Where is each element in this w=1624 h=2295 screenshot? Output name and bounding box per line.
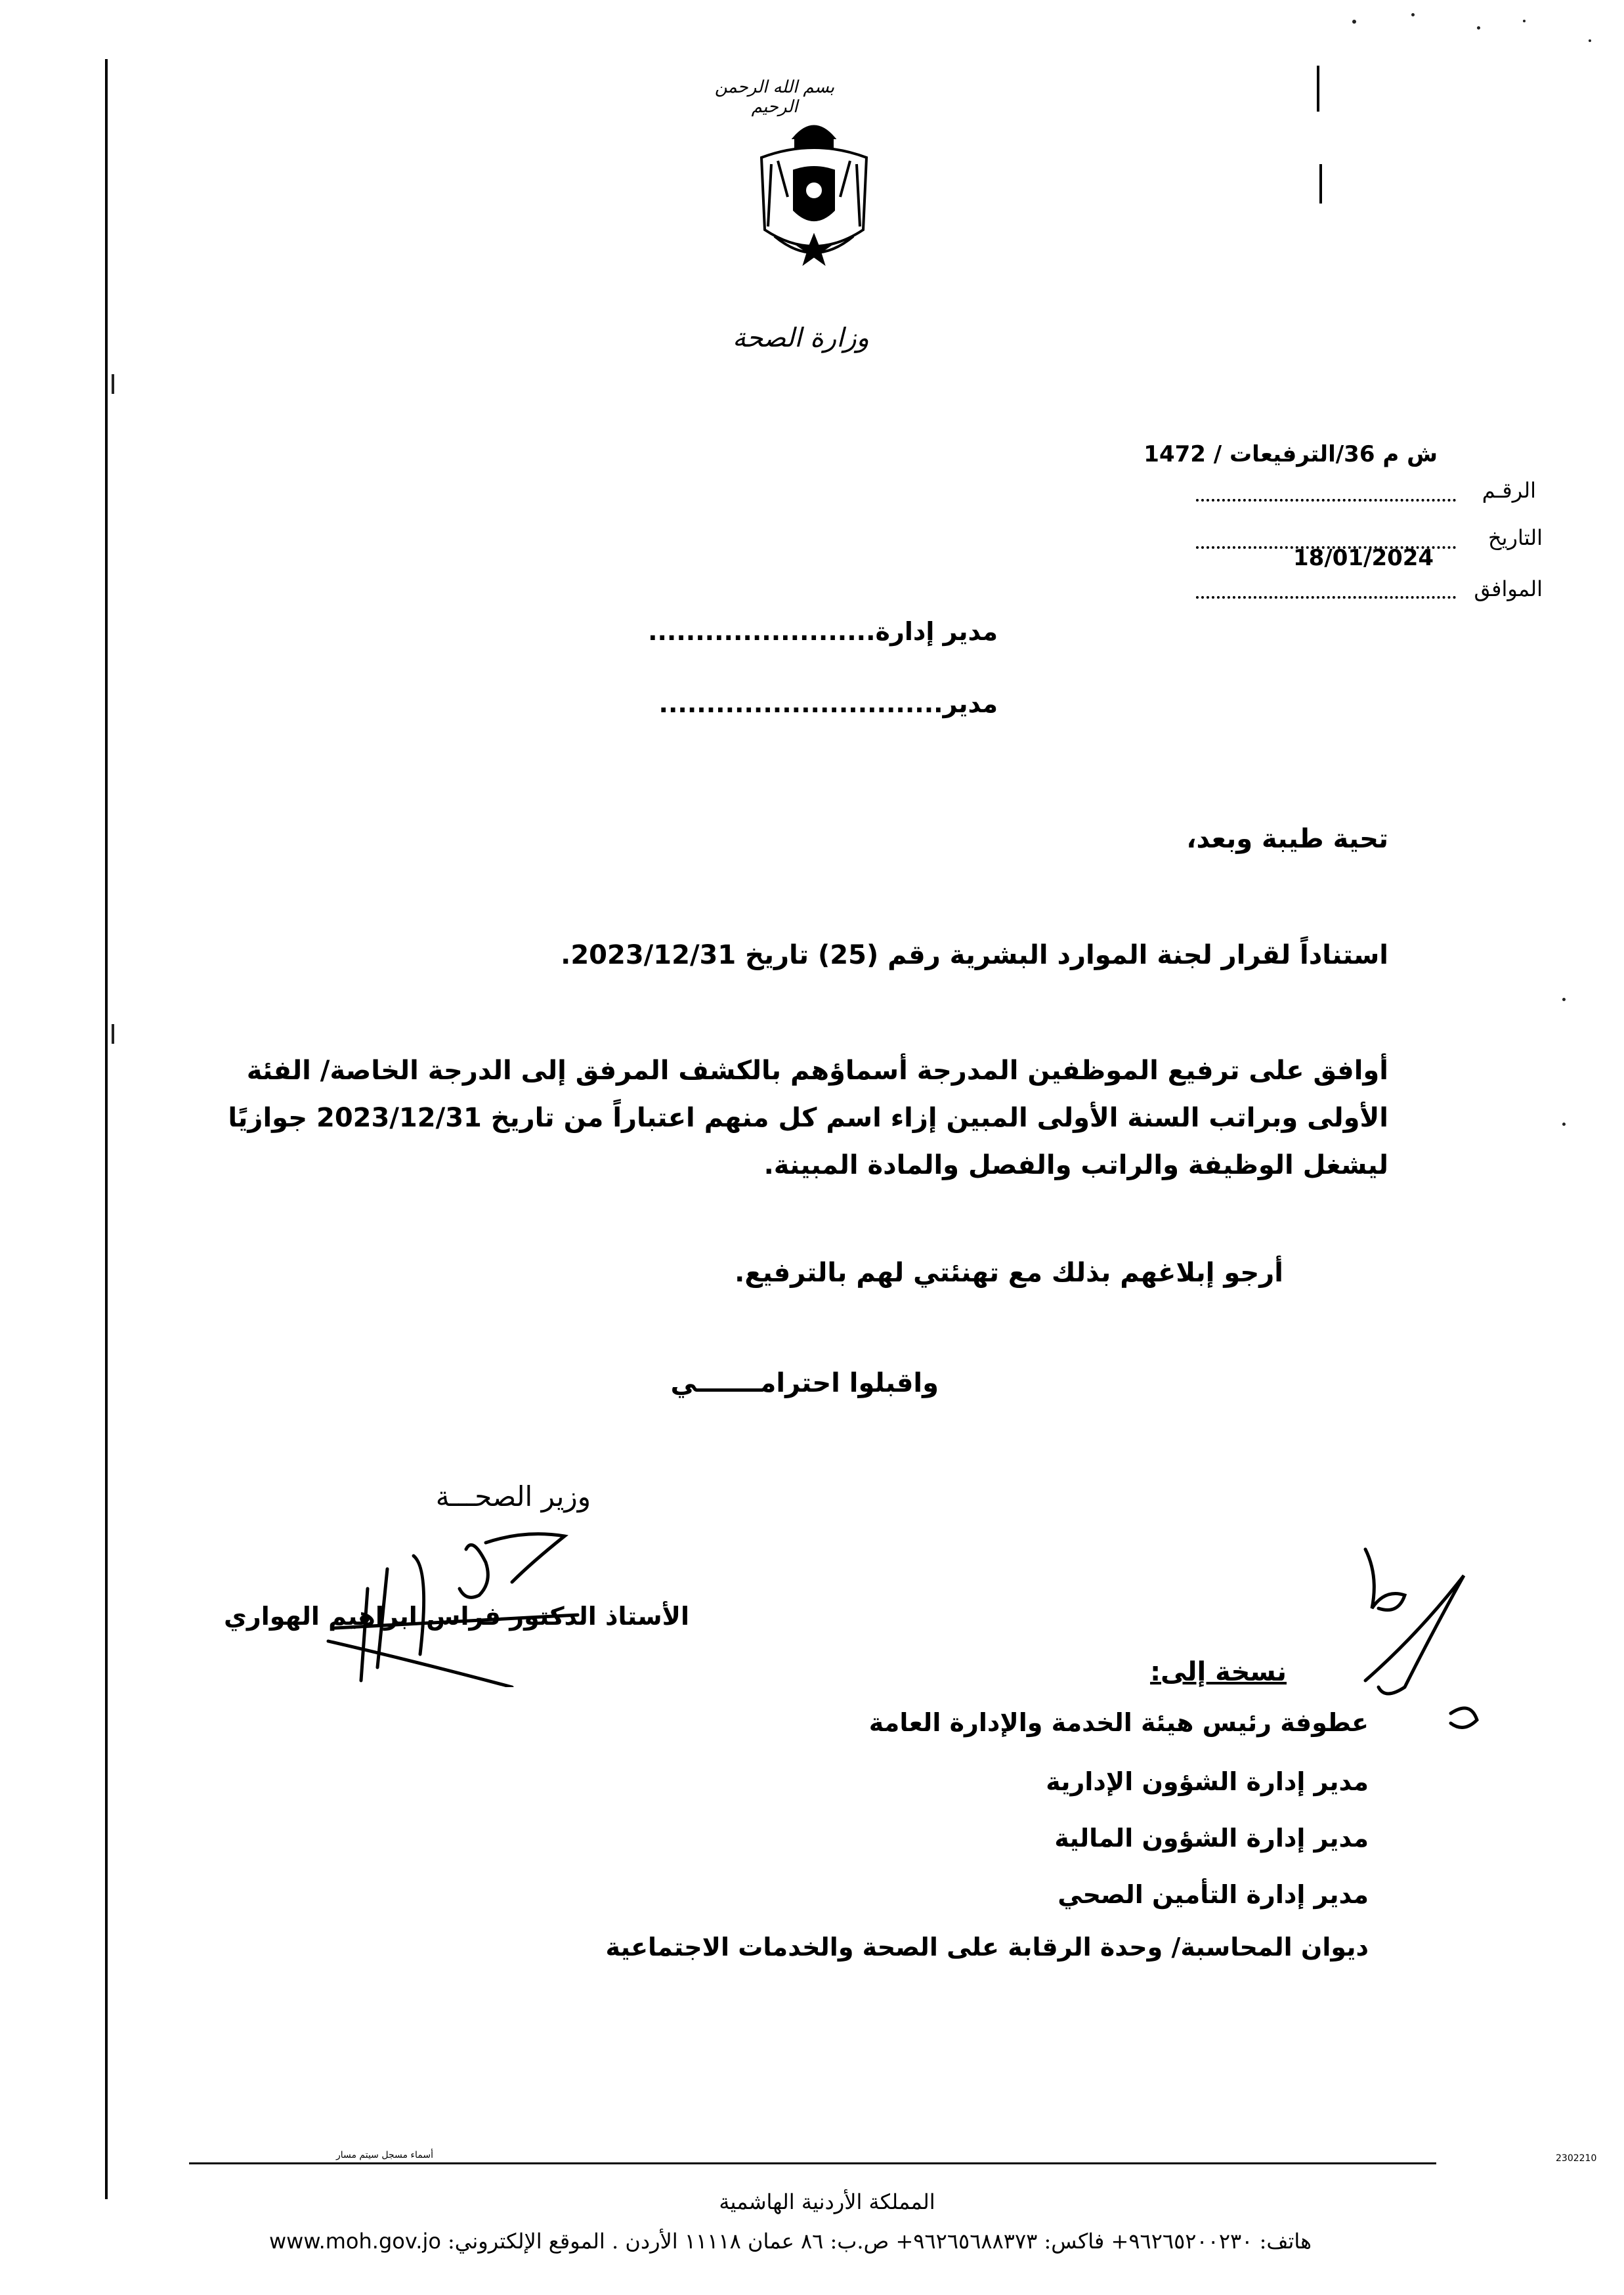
closing: واقبلوا احترامـــــــي (670, 1368, 939, 1398)
scan-speck (1477, 26, 1480, 30)
scan-speck (1352, 20, 1356, 24)
copy-recipient-3: مدير إدارة الشؤون المالية (1054, 1824, 1369, 1853)
jordan-coat-of-arms-emblem (748, 112, 880, 282)
scan-speck (1411, 13, 1415, 16)
right-border-line (1317, 66, 1319, 112)
footer-contact-line (269, 2229, 1464, 2254)
copy-recipient-5: ديوان المحاسبة/ وحدة الرقابة على الصحة والخدمات الاجتماعية (605, 1933, 1369, 1962)
ministry-name: وزارة الصحة (733, 323, 869, 353)
greeting: تحية طيبة وبعد، (1186, 824, 1388, 854)
scan-speck (1562, 1123, 1566, 1126)
body-paragraph-2-line-1: أوافق على ترفيع الموظفين المدرجة أسماؤهم بالكشف المرفق إلى الدرجة الخاصة/ الفئة (246, 1056, 1388, 1086)
scan-speck (1589, 39, 1591, 42)
signature-title: وزير الصحـــة (435, 1480, 591, 1512)
corresponding-dotted-line (1196, 596, 1456, 599)
copies-heading: نسخة إلى: (1150, 1657, 1287, 1687)
footer-contact-details: هاتف: ٩٦٢٦٥٢٠٠٢٣٠+ فاكس: ٩٦٢٦٥٦٨٨٣٧٣+ ص.ب: ٨٦ عمان ١١١١٨ الأردن . الموقع الإلكتروني: (447, 2229, 1312, 2254)
minister-signature-image (315, 1490, 656, 1687)
body-paragraph-1: استناداً لقرار لجنة الموارد البشرية رقم (25) تاريخ 2023/12/31. (561, 940, 1388, 970)
scan-speck (1562, 998, 1566, 1001)
footer-kingdom: المملكة الأردنية الهاشمية (719, 2189, 935, 2214)
date-label: التاريخ (1487, 525, 1543, 550)
footer-rule (189, 2162, 1436, 2164)
copy-recipient-1: عطوفة رئيس هيئة الخدمة والإدارة العامة (868, 1708, 1369, 1737)
date-value: 18/01/2024 (1293, 545, 1434, 571)
copy-recipient-4: مدير إدارة التأمين الصحي (1058, 1880, 1369, 1909)
body-paragraph-3: أرجو إبلاغهم بذلك مع تهنئتي لهم بالترفيع. (735, 1258, 1283, 1288)
footer-website[interactable]: www.moh.gov.jo (269, 2229, 441, 2254)
document-code: 2302210 (1556, 2153, 1597, 2164)
signatory-name: الأستاذ الدكتور فراس ابراهيم الهواري (224, 1602, 689, 1631)
scan-speck (1523, 20, 1526, 22)
body-paragraph-2-line-2: الأولى وبراتب السنة الأولى المبين إزاء اسم كل منهم اعتباراً من تاريخ 2023/12/31 جوازيًا (228, 1103, 1388, 1133)
addressee-line-1: مدير إدارة........................ (648, 617, 998, 646)
corresponding-date-label: الموافق (1474, 576, 1543, 601)
scan-speck (112, 374, 114, 394)
right-border-line-2 (1319, 164, 1322, 204)
number-label: الرقـم (1482, 478, 1536, 503)
copy-recipient-2: مدير إدارة الشؤون الإدارية (1046, 1767, 1369, 1796)
footer-small-note: أسماء مسجل سيتم مسار (335, 2150, 433, 2160)
reference-code: ش م 36/الترفيعات / 1472 (1143, 441, 1438, 467)
addressee-line-2: مدير.............................. (658, 689, 998, 718)
number-dotted-line (1196, 499, 1456, 502)
left-border-line (105, 59, 108, 2199)
body-paragraph-2-line-3: لیشغل الوظيفة والراتب والفصل والمادة المبينة. (763, 1150, 1388, 1180)
basmala: بسم الله الرحمن الرحيم (714, 77, 835, 117)
scan-speck (112, 1024, 114, 1044)
